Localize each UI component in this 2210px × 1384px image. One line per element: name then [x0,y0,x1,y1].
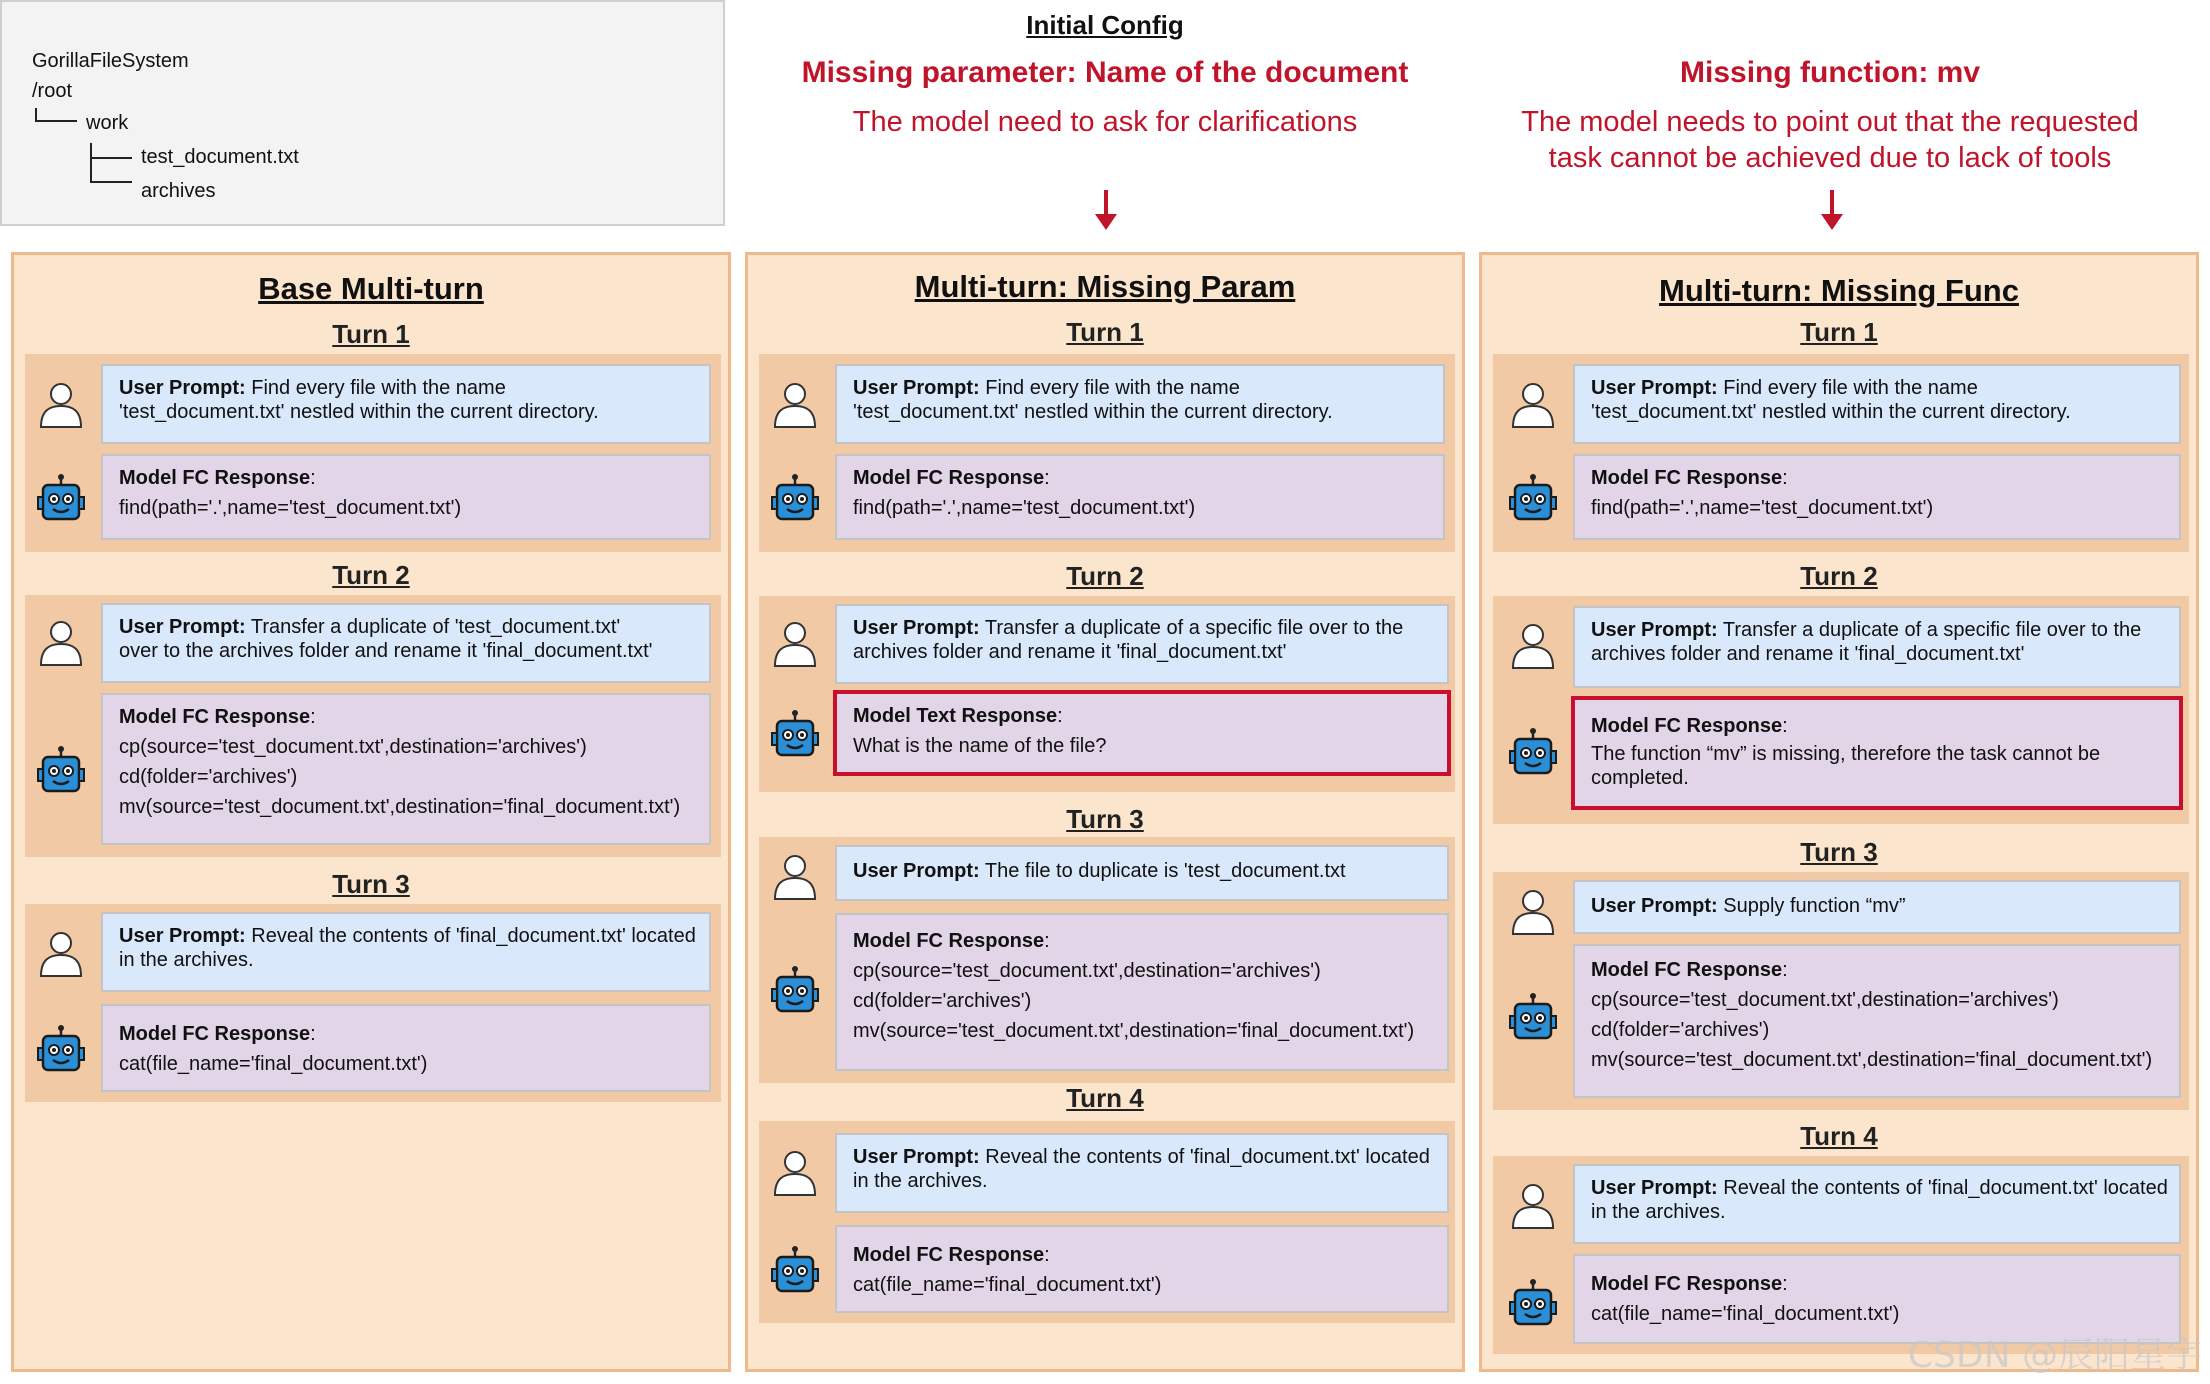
model-response-box [101,693,711,845]
label-colon: : [1782,1273,1788,1295]
turn-label-4: Turn 4 [1066,1083,1144,1113]
turn-label-4: Turn 4 [1800,1121,1878,1151]
label-colon: : [1044,930,1050,952]
model-fc-label: Model FC Response [853,467,1045,489]
config-root: /root [32,80,73,102]
annotation-missing-func [1470,56,2190,176]
model-response-text: mv(source='test_document.txt',destination='final_document.txt') [853,1020,1415,1042]
label-colon: : [1044,1244,1050,1266]
robot-icon [1507,992,1559,1044]
model-fc-label: Model FC Response [1591,467,1783,489]
label-colon: : [310,1023,316,1045]
model-response-box [101,454,711,540]
user-prompt-label: User Prompt: [1591,377,1718,399]
annotation-param-desc: The model need to ask for clarifications [852,106,1358,138]
user-prompt-text: Supply function “mv” [1723,895,1906,917]
user-prompt-label: User Prompt: [853,617,980,639]
tree-branch-archives [90,157,132,183]
tree-branch-work [35,108,77,122]
annotation-param-title: Missing parameter: Name of the document [801,56,1409,89]
turn-label-2: Turn 2 [1800,561,1878,591]
robot-icon [769,1245,821,1297]
model-response-text: completed. [1591,767,1689,789]
robot-icon [35,473,87,525]
turn-label-2: Turn 2 [332,560,410,590]
user-prompt-box [101,603,711,683]
arrow-down-param-icon [1104,190,1108,216]
model-fc-label: Model FC Response [119,1023,311,1045]
turn-2 [1493,596,2189,824]
user-prompt-box [835,364,1445,444]
user-icon [1507,1180,1559,1232]
model-response-text: mv(source='test_document.txt',destination='final_document.txt') [1591,1049,2153,1071]
config-work: work [86,112,129,134]
user-prompt-box [835,1133,1449,1213]
user-prompt-box [101,364,711,444]
robot-icon [769,473,821,525]
annotation-missing-param [745,56,1465,140]
model-response-box [835,1225,1449,1313]
model-response-text: cd(folder='archives') [119,766,298,788]
user-prompt-text: Reveal the contents of 'final_document.txt' located [1723,1177,2168,1199]
user-icon [1507,379,1559,431]
turn-1 [25,354,721,552]
initial-config-title: Initial Config [1026,10,1184,40]
label-colon: : [1782,959,1788,981]
column-title: Base Multi-turn [258,271,484,306]
user-prompt-box [1573,880,2181,934]
turn-3 [759,837,1455,1083]
user-prompt-label: User Prompt: [1591,619,1718,641]
label-colon: : [1057,705,1063,727]
user-prompt-label: User Prompt: [853,377,980,399]
config-archives: archives [141,180,216,202]
model-response-text: find(path='.',name='test_document.txt') [853,497,1196,519]
model-response-text: find(path='.',name='test_document.txt') [1591,497,1934,519]
turn-label-1: Turn 1 [1066,317,1144,347]
user-prompt-text: in the archives. [119,949,254,971]
user-prompt-label: User Prompt: [119,925,246,947]
model-response-text: cat(file_name='final_document.txt') [119,1053,428,1075]
model-fc-label: Model FC Response [1591,715,1783,737]
user-prompt-text: 'test_document.txt' nestled within the current directory. [1591,401,2071,423]
arrow-down-func-icon [1830,190,1834,216]
user-prompt-box [835,845,1449,901]
column-title: Multi-turn: Missing Func [1659,273,2019,308]
turn-label-3: Turn 3 [1066,804,1144,834]
label-colon: : [310,706,316,728]
user-icon [1507,620,1559,672]
label-colon: : [310,467,316,489]
user-prompt-label: User Prompt: [853,860,980,882]
user-icon [35,379,87,431]
model-fc-response-box-highlighted [1571,696,2183,810]
robot-icon [769,709,821,761]
model-text-response-box-highlighted [833,690,1451,776]
user-prompt-text: in the archives. [1591,1201,1726,1223]
model-response-text: cd(folder='archives') [1591,1019,1770,1041]
turn-2 [759,596,1455,792]
user-prompt-text: archives folder and rename it 'final_document.txt' [1591,643,2025,665]
turn-label-3: Turn 3 [1800,837,1878,867]
turn-label-3: Turn 3 [332,869,410,899]
user-prompt-label: User Prompt: [1591,895,1718,917]
label-colon: : [1782,467,1788,489]
turn-label-1: Turn 1 [332,319,410,349]
user-prompt-text: 'test_document.txt' nestled within the current directory. [119,401,599,423]
annotation-func-desc-2: task cannot be achieved due to lack of tools [1548,142,2112,174]
user-prompt-box [1573,364,2181,444]
model-response-text: cd(folder='archives') [853,990,1032,1012]
model-fc-label: Model FC Response [119,706,311,728]
user-icon [769,851,821,903]
user-prompt-text: in the archives. [853,1170,988,1192]
label-colon: : [1782,715,1788,737]
turn-3 [1493,872,2189,1110]
watermark: CSDN @辰阳星宇 [1907,1335,2202,1376]
user-prompt-text: Transfer a duplicate of a specific file over to the [984,617,1404,639]
model-fc-label: Model FC Response [853,1244,1045,1266]
user-icon [35,928,87,980]
config-filesystem: GorillaFileSystem [32,50,189,72]
annotation-func-title: Missing function: mv [1680,56,1980,89]
model-response-text: mv(source='test_document.txt',destination='final_document.txt') [119,796,681,818]
user-prompt-text: archives folder and rename it 'final_document.txt' [853,641,1287,663]
user-icon [769,1147,821,1199]
model-response-box [1573,944,2181,1098]
column-title: Multi-turn: Missing Param [914,269,1296,304]
model-fc-label: Model FC Response [119,467,311,489]
column-base-multi-turn [11,252,731,1372]
user-prompt-label: User Prompt: [119,616,246,638]
model-response-text: cp(source='test_document.txt',destination='archives') [119,736,587,758]
robot-icon [35,1024,87,1076]
user-prompt-text: Find every file with the name [251,377,506,399]
robot-icon [769,965,821,1017]
model-response-box [835,913,1449,1071]
user-prompt-text: Find every file with the name [985,377,1240,399]
model-text-label: Model Text Response [853,705,1058,727]
model-response-text: cp(source='test_document.txt',destination='archives') [853,960,1321,982]
model-response-text: find(path='.',name='test_document.txt') [119,497,462,519]
robot-icon [1507,473,1559,525]
model-fc-label: Model FC Response [1591,959,1783,981]
user-icon [1507,886,1559,938]
user-prompt-text: 'test_document.txt' nestled within the current directory. [853,401,1333,423]
robot-icon [1507,727,1559,779]
column-missing-func [1479,252,2199,1372]
user-prompt-text: The file to duplicate is 'test_document.txt [984,860,1346,882]
config-test-document: test_document.txt [141,146,299,168]
column-missing-param [745,252,1465,1372]
annotation-func-desc-1: The model needs to point out that the requested [1521,106,2139,138]
user-prompt-text: Transfer a duplicate of a specific file over to the [1722,619,2142,641]
model-response-box [835,454,1445,540]
model-response-text: cp(source='test_document.txt',destination='archives') [1591,989,2059,1011]
label-colon: : [1044,467,1050,489]
user-icon [35,617,87,669]
user-icon [769,618,821,670]
user-prompt-box [835,604,1449,684]
model-response-text: cat(file_name='final_document.txt') [853,1274,1162,1296]
user-prompt-text: Transfer a duplicate of 'test_document.txt' [250,616,621,638]
turn-label-1: Turn 1 [1800,317,1878,347]
user-prompt-label: User Prompt: [853,1146,980,1168]
model-response-text: The function “mv” is missing, therefore the task cannot be [1591,743,2101,765]
robot-icon [1507,1278,1559,1330]
user-prompt-box [1573,1164,2181,1244]
user-prompt-label: User Prompt: [119,377,246,399]
turn-4 [759,1121,1455,1323]
model-response-box [101,1004,711,1092]
user-icon [769,379,821,431]
model-response-text: cat(file_name='final_document.txt') [1591,1303,1900,1325]
turn-1 [759,354,1455,552]
turn-4 [1493,1156,2189,1354]
turn-1 [1493,354,2189,552]
model-response-text: What is the name of the file? [853,735,1107,757]
turn-3 [25,904,721,1102]
user-prompt-text: over to the archives folder and rename it 'final_document.txt' [119,640,653,662]
user-prompt-box [101,912,711,992]
user-prompt-box [1573,606,2181,688]
turn-label-2: Turn 2 [1066,561,1144,591]
model-fc-label: Model FC Response [1591,1273,1783,1295]
turn-2 [25,595,721,857]
user-prompt-text: Reveal the contents of 'final_document.txt' located [251,925,696,947]
model-fc-label: Model FC Response [853,930,1045,952]
user-prompt-label: User Prompt: [1591,1177,1718,1199]
user-prompt-text: Find every file with the name [1723,377,1978,399]
user-prompt-text: Reveal the contents of 'final_document.txt' located [985,1146,1430,1168]
robot-icon [35,745,87,797]
model-response-box [1573,454,2181,540]
